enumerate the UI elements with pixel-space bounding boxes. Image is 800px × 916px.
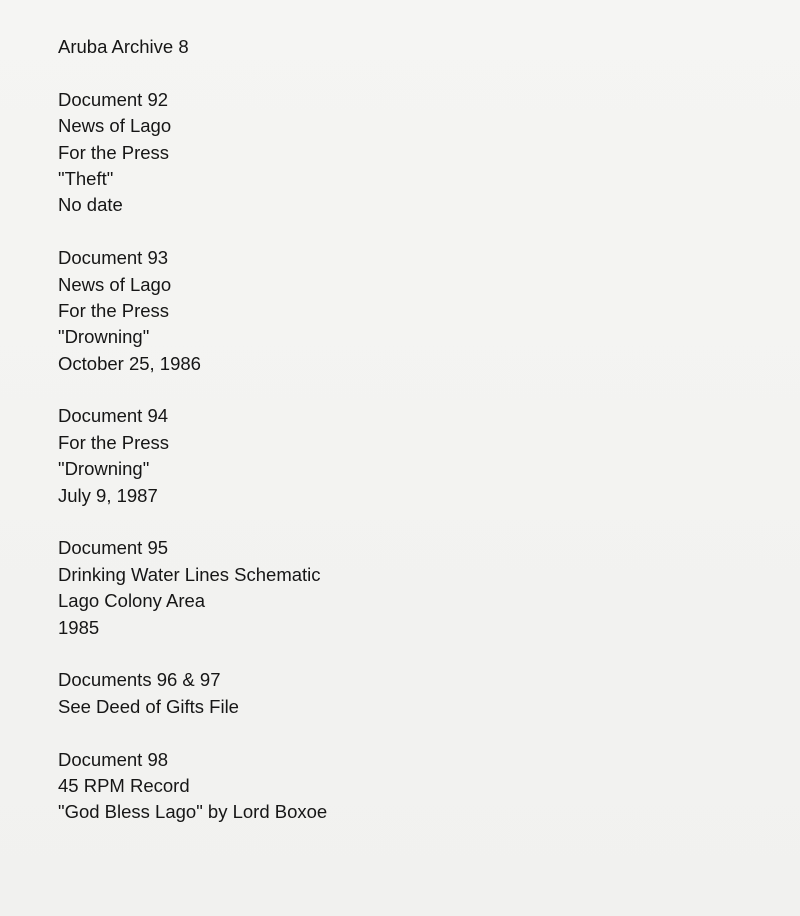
entry-document-98	[58, 747, 800, 826]
entry-document-94	[58, 403, 800, 509]
entry-line: July 9, 1987	[58, 484, 158, 506]
entry-line: Document 98	[58, 748, 169, 770]
entry-line: "God Bless Lago" by Lord Boxoe	[58, 801, 328, 823]
entry-line: No date	[58, 194, 123, 216]
entry-document-92	[58, 87, 800, 219]
entry-document-95	[58, 535, 800, 641]
entry-line: 45 RPM Record	[58, 774, 190, 796]
entry-line: News of Lago	[58, 273, 172, 295]
entry-line: October 25, 1986	[58, 352, 201, 374]
entry-document-93	[58, 245, 800, 377]
entry-line: Documents 96 & 97	[58, 669, 221, 691]
entry-line: Document 93	[58, 247, 169, 269]
entry-line: "Drowning"	[58, 458, 150, 480]
entry-documents-96-97	[58, 667, 800, 720]
entry-line: Document 92	[58, 88, 169, 110]
entry-line: "Theft"	[58, 167, 114, 189]
entry-line: For the Press	[58, 431, 170, 453]
entry-line: Drinking Water Lines Schematic	[58, 563, 321, 585]
entry-line: News of Lago	[58, 115, 172, 137]
entry-line: 1985	[58, 616, 100, 638]
entry-line: "Drowning"	[58, 326, 150, 348]
entry-line: Document 94	[58, 405, 169, 427]
entry-line: Document 95	[58, 537, 169, 559]
entry-line: Lago Colony Area	[58, 590, 206, 612]
entry-line: For the Press	[58, 299, 170, 321]
entry-line: See Deed of Gifts File	[58, 695, 239, 717]
page-title: Aruba Archive 8	[58, 36, 189, 57]
entry-line: For the Press	[58, 141, 170, 163]
